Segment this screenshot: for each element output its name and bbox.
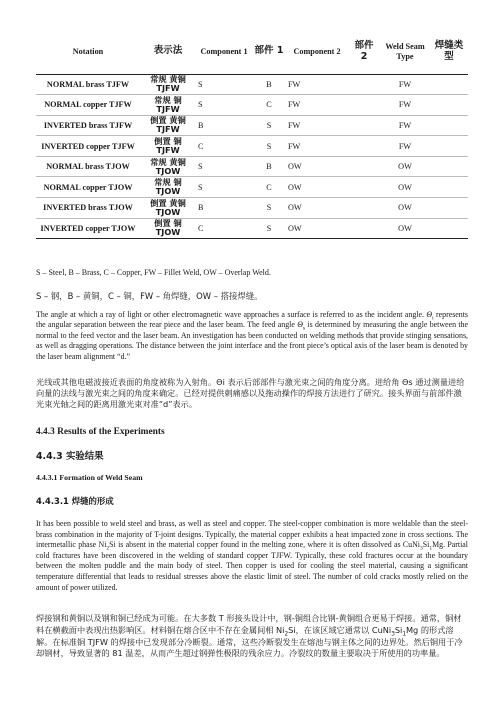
table-legend: S – Steel, B – Brass, C – Copper, FW – Fillet Weld, OW – Overlap Weld. [36, 268, 271, 277]
cell-notation-zh: 倒置 铜 TJFW [154, 136, 182, 156]
header-component-2: Component 2 [293, 47, 341, 57]
table-header-row [36, 30, 468, 74]
cell-component-1b: B [266, 162, 272, 172]
cell-notation: INVERTED brass TJOW [43, 203, 133, 213]
cell-weld-type: FW [398, 120, 412, 130]
cell-component-2: OW [288, 223, 302, 233]
header-notation: Notation [72, 47, 104, 57]
header-component-2-zh: 部件 2 [354, 39, 374, 62]
header-component-1: Component 1 [200, 47, 248, 57]
section-heading-4-4-3: 4.4.3 Results of the Experiments [36, 427, 165, 437]
cell-notation: NORMAL copper TJOW [43, 182, 133, 192]
table-row [36, 115, 468, 136]
table-row [36, 218, 468, 239]
cell-component-2: FW [288, 141, 301, 151]
cell-component-1b: B [266, 79, 272, 89]
cell-notation: INVERTED brass TJFW [43, 120, 133, 130]
cell-weld-type: FW [398, 100, 412, 110]
header-weld-type-zh: 焊缝类型 [434, 39, 464, 62]
table-row [36, 95, 468, 116]
cell-component-2: OW [288, 162, 302, 172]
cell-component-1: C [198, 223, 204, 233]
cell-component-2: FW [288, 120, 301, 130]
table-legend-zh: S – 钢，B – 黄铜，C – 铜，FW – 角焊缝，OW – 搭接焊缝。 [36, 291, 263, 301]
cell-component-1b: S [266, 120, 272, 130]
cell-weld-type: OW [398, 203, 412, 213]
header-weld-type: Weld Seam Type [385, 42, 425, 61]
cell-weld-type: OW [398, 162, 412, 172]
cell-component-2: OW [288, 203, 302, 213]
cell-weld-type: OW [398, 223, 412, 233]
cell-notation-zh: 倒置 铜 TJOW [154, 218, 182, 238]
cell-notation-zh: 常规 黄铜 TJOW [150, 156, 186, 176]
cell-notation-zh: 倒置 黄铜 TJFW [150, 115, 186, 135]
cell-weld-type: OW [398, 182, 412, 192]
header-notation-zh: 表示法 [153, 45, 183, 57]
table-row [36, 136, 468, 157]
angle-paragraph: The angle at which a ray of light or other electromagnetic wave approaches a surface is referred to as the incident angle. $\Theta_i$ represents the angular separation between the rear piece and the laser beam. The feed angle $\Theta_s$ is determined by measuring the angle between the normal to the feed vector and the laser beam. An investigation has been conducted on welding methods that provide stinging sensations, as well as dragging operations. The distance between the joint interface and the front piece’s optical axis of the laser beam is denoted by the laser beam alignment “d.” [36, 310, 469, 361]
cell-component-1: S [198, 100, 203, 110]
cell-notation: NORMAL brass TJFW [46, 79, 130, 89]
subsection-heading-4-4-3-1: 4.4.3.1 Formation of Weld Seam [36, 473, 143, 482]
cell-notation: INVERTED copper TJOW [40, 223, 136, 233]
cell-component-1: S [198, 182, 203, 192]
weld-seam-paragraph-zh: 焊接钢和黄铜以及钢和铜已经成为可能。在大多数 T 形接头设计中，钢-铜组合比钢-黄铜组合更易于焊接。通常，铜材料在横截面中表现出热影响区。材料铜在熔合区中不存在金属间相 $Ni_2Si$，在该区域它通常以 $CuNi_3Si_1Mg$ 的形式溶解。在标准铜 TJFW 的焊接中已发现部分冷断裂。通常，这些冷断裂发生在熔池与钢主体之间的边界处。然后铜用于冷却钢材，导致显著的 81 温差，从而产生超过钢弹性极限的残余应力。冷裂纹的数量主要取决于所使用的功率量。 [36, 613, 463, 659]
cell-component-2: FW [288, 79, 301, 89]
cell-component-1b: S [266, 223, 272, 233]
cell-component-1: S [198, 79, 203, 89]
cell-notation-zh: 倒置 黄铜 TJOW [150, 197, 186, 217]
cell-notation: NORMAL copper TJFW [44, 100, 132, 110]
angle-paragraph-zh: 光线或其他电磁波接近表面的角度被称为入射角。Θi 表示后部部件与激光束之间的角度分离。进给角 Θs 通过测量进给向量的法线与激光束之间的角度来确定。已经对提供刺痛感以及拖动操作的焊接方法进行了研究。接头界面与前部件激光束光轴之间的距离用激光束对准“d”表示。 [36, 377, 465, 410]
table-row [36, 177, 468, 198]
cell-component-1: B [198, 203, 204, 213]
table-row [36, 74, 468, 95]
cell-notation-zh: 常规 铜 TJFW [154, 94, 182, 114]
cell-component-1: S [198, 162, 203, 172]
cell-notation-zh: 常规 黄铜 TJFW [150, 74, 186, 94]
header-component-1-zh: 部件 1 [254, 45, 284, 57]
cell-component-1b: S [266, 141, 272, 151]
cell-notation: INVERTED copper TJFW [41, 141, 135, 151]
cell-component-1b: S [266, 203, 272, 213]
cell-component-1: B [198, 120, 204, 130]
weld-seam-paragraph: It has been possible to weld steel and brass, as well as steel and copper. The steel-copper combination is more weldable than the steel-brass combination in the majority of T-joint designs. Typically, the material copper exhibits a heat impacted zone in cross sections. The intermetallic phase $Ni_2Si$ is absent in the material copper found in the melting zone, where it is often dissolved as $CuNi_3Si_1Mg$. Partial cold fractures have been discovered in the welding of standard copper TJFW. Typically, these cold fractures occur at the boundary between the molten puddle and the main body of steel. Then copper is used for cooling the steel material, causing a significant temperature differential that leads to residual stresses above the elastic limit of steel. The number of cold cracks mostly relied on the amount of power utilized. [36, 519, 468, 592]
subsection-heading-4-4-3-1-zh: 4.4.3.1 焊缝的形成 [36, 496, 114, 506]
notation-table [36, 30, 468, 239]
cell-component-1b: C [266, 182, 272, 192]
cell-component-2: OW [288, 182, 302, 192]
cell-notation-zh: 常规 铜 TJOW [154, 177, 182, 197]
cell-notation: NORMAL brass TJOW [46, 162, 130, 172]
table-row [36, 156, 468, 177]
cell-component-1b: C [266, 100, 272, 110]
cell-component-1: C [198, 141, 204, 151]
document-page [36, 30, 469, 659]
cell-component-2: FW [288, 100, 301, 110]
cell-weld-type: FW [398, 79, 412, 89]
cell-weld-type: FW [398, 141, 412, 151]
section-heading-4-4-3-zh: 4.4.3 实验结果 [36, 451, 104, 462]
table-row [36, 198, 468, 219]
